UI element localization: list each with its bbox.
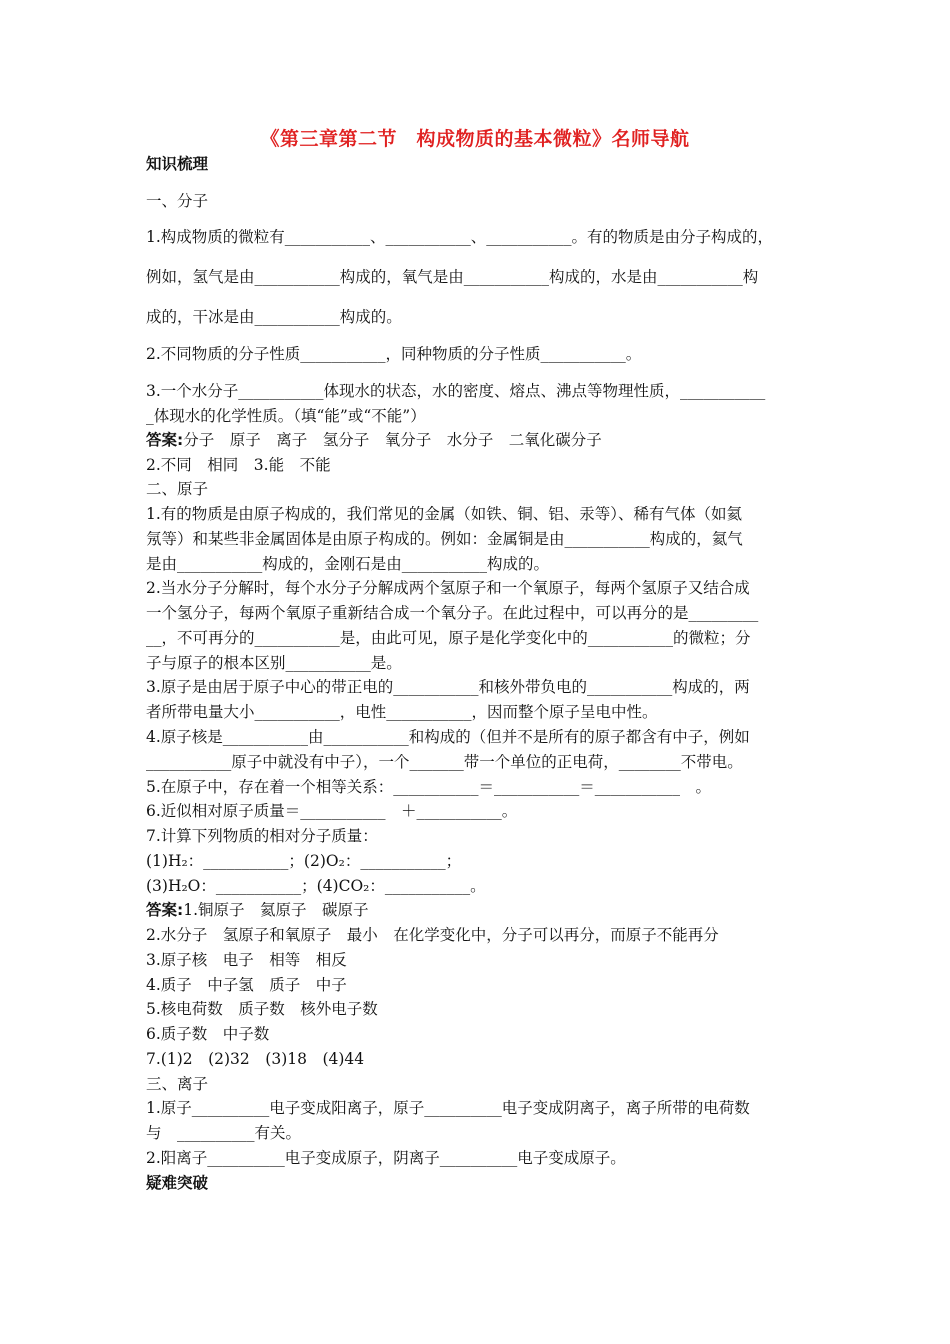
answer-text: 3.原子核 电子 相等 相反 [146, 951, 347, 969]
question-text: 5.在原子中，存在着一个相等关系：___________＝___________＝___________ 。 [146, 778, 712, 796]
question-text: 7.计算下列物质的相对分子质量： [146, 827, 378, 845]
question-text: 4.原子核是___________由___________和构成的（但并不是所有的原子都含有中子，例如 [146, 728, 750, 746]
section-heading-knowledge: 知识梳理 [146, 155, 209, 173]
question-text: (1)H₂：___________；(2)O₂：___________； [146, 852, 462, 870]
page-title: 《第三章第二节 构成物质的基本微粒》名师导航 [260, 128, 690, 150]
question-text: 者所带电量大小___________，电性___________，因而整个原子呈电中性。 [146, 703, 658, 721]
question-text: (3)H₂O：___________；(4)CO₂：___________。 [146, 877, 486, 895]
question-text: 一个氢分子，每两个氧原子重新结合成一个氧分子。在此过程中，可以再分的是_________ [146, 604, 759, 622]
answer-line [146, 428, 602, 450]
question-text: 2.当水分子分解时，每个水分子分解成两个氢原子和一个氧原子，每两个氢原子又结合成 [146, 579, 750, 597]
question-text: 3.原子是由居于原子中心的带正电的___________和核外带负电的___________构成的，两 [146, 678, 750, 696]
question-text: 1.构成物质的微粒有___________、___________、___________。有的物质是由分子构成的， [146, 228, 774, 246]
answer-text: 1.铜原子 氦原子 碳原子 [183, 901, 369, 919]
subsection-heading-molecule: 一、分子 [146, 192, 209, 210]
question-text: 3.一个水分子___________体现水的状态，水的密度、熔点、沸点等物理性质，___________ [146, 382, 766, 400]
question-text: 2.不同物质的分子性质___________，同种物质的分子性质___________。 [146, 345, 642, 363]
section-heading-difficulty: 疑难突破 [146, 1174, 209, 1192]
question-text: __，不可再分的___________是，由此可见，原子是化学变化中的___________的微粒；分 [146, 629, 751, 647]
question-text: _体现水的化学性质。（填“能”或“不能”） [146, 407, 426, 425]
answer-text: 4.质子 中子氢 质子 中子 [146, 976, 347, 994]
answer-text: 7.(1)2 (2)32 (3)18 (4)44 [146, 1050, 365, 1068]
question-text: 1.有的物质是由原子构成的，我们常见的金属（如铁、铜、铝、汞等）、稀有气体（如氦 [146, 505, 743, 523]
subsection-heading-atom: 二、原子 [146, 480, 209, 498]
answer-text: 分子 原子 离子 氢分子 氧分子 水分子 二氧化碳分子 [183, 431, 602, 449]
answer-label: 答案: [146, 431, 184, 449]
question-text: 子与原子的根本区别___________是。 [146, 654, 402, 672]
question-text: 成的，干冰是由___________构成的。 [146, 308, 402, 326]
question-text: 氖等）和某些非金属固体是由原子构成的。例如：金属铜是由___________构成的，氦气 [146, 530, 743, 548]
question-text: 6.近似相对原子质量＝___________ ＋___________。 [146, 802, 518, 820]
subsection-heading-ion: 三、离子 [146, 1075, 209, 1093]
question-text: 例如，氢气是由___________构成的，氧气是由___________构成的，水是由___________构 [146, 268, 759, 286]
answer-text: 6.质子数 中子数 [146, 1025, 270, 1043]
answer-label: 答案: [146, 901, 184, 919]
answer-text: 2.水分子 氢原子和氧原子 最小 在化学变化中，分子可以再分，而原子不能再分 [146, 926, 719, 944]
question-text: ___________原子中就没有中子），一个_______带一个单位的正电荷，________不带电。 [146, 753, 743, 771]
question-text: 与 __________有关。 [146, 1124, 302, 1142]
question-text: 2.阳离子__________电子变成原子，阴离子__________电子变成原子。 [146, 1149, 626, 1167]
answer-text: 2.不同 相同 3.能 不能 [146, 456, 331, 474]
answer-text: 5.核电荷数 质子数 核外电子数 [146, 1000, 378, 1018]
question-text: 1.原子__________电子变成阳离子，原子__________电子变成阴离子，离子所带的电荷数 [146, 1099, 750, 1117]
question-text: 是由___________构成的，金刚石是由___________构成的。 [146, 555, 550, 573]
answer-line [146, 898, 369, 920]
